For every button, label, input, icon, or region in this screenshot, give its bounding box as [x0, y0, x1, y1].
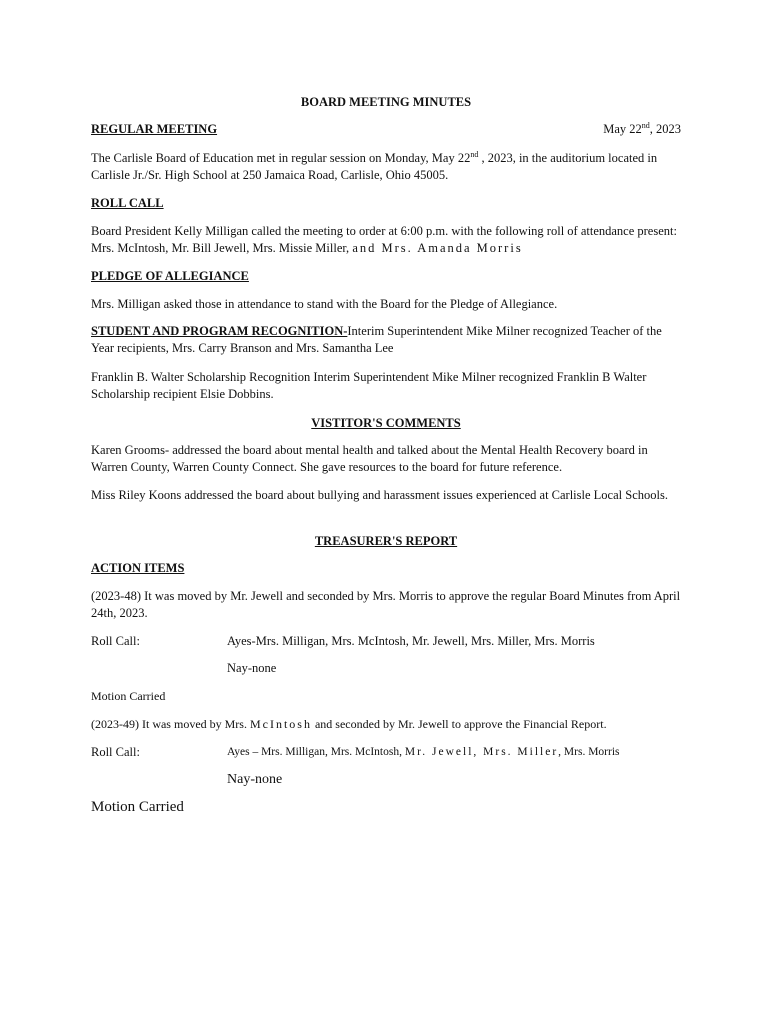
- intro-paragraph: The Carlisle Board of Education met in regular session on Monday, May 22nd , 2023, in the auditorium located in Carlisle Jr./Sr. High School at 250 Jamaica Road, Carlisle, Ohio 45005.: [91, 149, 658, 182]
- visitor-comment-1: Karen Grooms- addressed the board about mental health and talked about the Mental Health Recovery board in Warren County, Warren County Connect. She gave resources to the board for future reference.: [91, 443, 648, 474]
- motion-result-1: Motion Carried: [91, 689, 166, 703]
- ayes-2: Ayes – Mrs. Milligan, Mrs. McIntosh, Mr. Jewell, Mrs. Miller, Mrs. Morris: [227, 746, 620, 758]
- roll-call-2: [91, 744, 681, 761]
- roll-call-label: Roll Call:: [91, 745, 140, 759]
- document-title: BOARD MEETING MINUTES: [300, 95, 472, 109]
- visitors-heading: VISTITOR'S COMMENTS: [311, 416, 461, 430]
- treasurer-heading-line: [91, 533, 681, 550]
- nay-1: Nay-none: [227, 661, 277, 675]
- roll-call-label: Roll Call:: [91, 634, 140, 648]
- roll-call-paragraph: Board President Kelly Milligan called the meeting to order at 6:00 p.m. with the following roll of attendance present: Mrs. McIntosh, Mr. Bill Jewell, Mrs. Missie Miller, and Mrs. Amanda Morris: [91, 224, 677, 255]
- nay-2: Nay-none: [227, 772, 283, 787]
- recognition-heading: STUDENT AND PROGRAM RECOGNITION-: [91, 324, 348, 338]
- scholarship-paragraph: Franklin B. Walter Scholarship Recognition Interim Superintendent Mike Milner recognized Franklin B Walter Scholarship recipient Elsie Dobbins.: [91, 370, 647, 401]
- motion-2023-49: (2023-49) It was moved by Mrs. McIntosh and seconded by Mr. Jewell to approve the Financial Report.: [91, 717, 607, 731]
- pledge-paragraph: Mrs. Milligan asked those in attendance to stand with the Board for the Pledge of Allegiance.: [91, 297, 558, 311]
- recognition-paragraph: STUDENT AND PROGRAM RECOGNITION-Interim Superintendent Mike Milner recognized Teacher of the Year recipients, Mrs. Carry Branson and Mrs. Samantha Lee: [91, 324, 662, 355]
- treasurer-heading: TREASURER'S REPORT: [314, 534, 458, 548]
- visitors-heading-line: [91, 415, 681, 432]
- motion-2023-48: (2023-48) It was moved by Mr. Jewell and seconded by Mrs. Morris to approve the regular Board Minutes from April 24th, 2023.: [91, 589, 681, 620]
- meeting-date: May 22nd, 2023: [603, 120, 681, 136]
- ayes-1: Ayes-Mrs. Milligan, Mrs. McIntosh, Mr. Jewell, Mrs. Miller, Mrs. Morris: [227, 634, 595, 648]
- regular-meeting-heading: REGULAR MEETING: [91, 122, 218, 136]
- action-items-heading: ACTION ITEMS: [91, 561, 185, 575]
- roll-call-1: [91, 633, 681, 650]
- pledge-heading: PLEDGE OF ALLEGIANCE: [91, 269, 249, 283]
- roll-call-heading: ROLL CALL: [91, 196, 164, 210]
- regular-meeting-line: [91, 121, 681, 138]
- visitor-comment-2: Miss Riley Koons addressed the board about bullying and harassment issues experienced at Carlisle Local Schools.: [91, 488, 668, 502]
- motion-result-2: Motion Carried: [91, 799, 184, 815]
